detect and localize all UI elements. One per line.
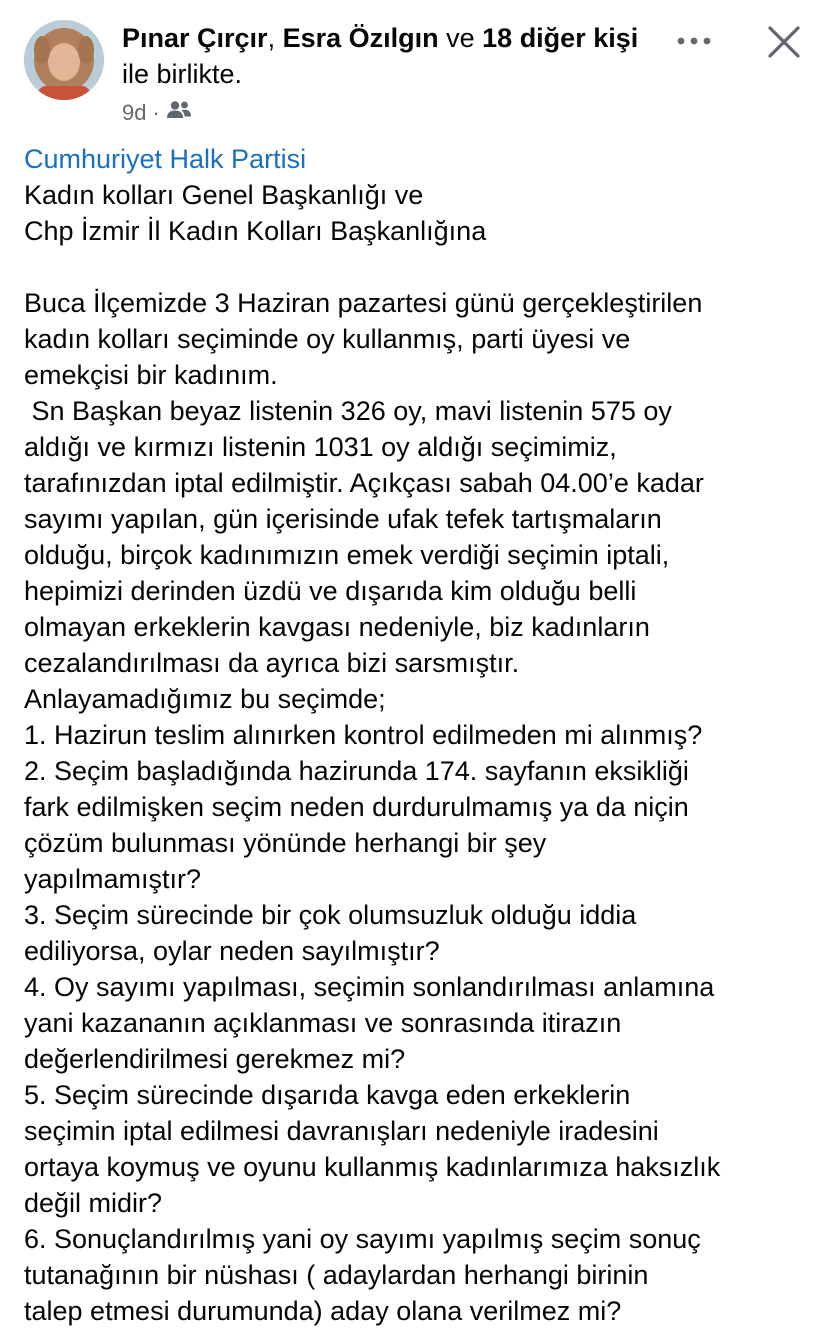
attribution-suffix: ile birlikte. — [122, 59, 243, 89]
author-name-2[interactable]: Esra Özılgın — [282, 23, 439, 53]
post-text-line: seçimin iptal edilmesi davranışları nedeniyle iradesini — [24, 1116, 659, 1146]
post-text-line: tutanağının bir nüshası ( adaylardan herhangi birinin — [24, 1260, 649, 1290]
author-separator: , — [267, 23, 283, 53]
post-text-line: çözüm bulunması yönünde herhangi bir şey — [24, 828, 547, 858]
post-attribution — [122, 20, 662, 92]
post-time[interactable]: 9d — [122, 100, 147, 125]
others-count-link[interactable]: 18 diğer kişi — [482, 23, 639, 53]
post-text-line: cezalandırılması da ayrıca bizi sarsmıştır. — [24, 648, 520, 678]
post-text-line: fark edilmişken seçim neden durdurulmamış ya da niçin — [24, 792, 689, 822]
post-text-line: 1. Hazirun teslim alınırken kontrol edilmeden mi alınmış? — [24, 720, 703, 750]
post-text-line: ortaya koymuş ve oyunu kullanmış kadınlarımıza haksızlık — [24, 1152, 721, 1182]
post-text-line: 3. Seçim sürecinde bir çok olumsuzluk olduğu iddia — [24, 900, 637, 930]
page-mention-link[interactable]: Cumhuriyet Halk Partisi — [24, 144, 307, 174]
author-avatar-image — [24, 20, 104, 100]
post-text-line: Sn Başkan beyaz listenin 326 oy, mavi listenin 575 oy — [24, 396, 672, 426]
post-text-line: yani kazananın açıklanması ve sonrasında itirazın — [24, 1008, 622, 1038]
meta-separator: · — [152, 100, 160, 125]
post-text-line — [24, 249, 814, 285]
post-text-line: 6. Sonuçlandırılmış yani oy sayımı yapılmış seçim sonuç — [24, 1224, 701, 1254]
more-options-icon[interactable] — [672, 26, 716, 56]
post-text-line: ediliyorsa, oylar neden sayılmıştır? — [24, 936, 440, 966]
post-text-line: aldığı ve kırmızı listenin 1031 oy aldığı seçimimiz, — [24, 432, 617, 462]
post-text-line: hepimizi derinden üzdü ve dışarıda kim olduğu belli — [24, 576, 637, 606]
post-text-line: Kadın kolları Genel Başkanlığı ve — [24, 180, 424, 210]
post-meta — [122, 98, 192, 128]
post-text-line: tarafınızdan iptal edilmiştir. Açıkçası sabah 04.00’e kadar — [24, 468, 704, 498]
post-text-line: değerlendirilmesi gerekmez mi? — [24, 1044, 406, 1074]
post-text-line: emekçisi bir kadınım. — [24, 360, 278, 390]
close-icon[interactable] — [762, 22, 806, 62]
post-text-line: Buca İlçemizde 3 Haziran pazartesi günü gerçekleştirilen — [24, 288, 703, 318]
post-text-line: olduğu, birçok kadınımızın emek verdiği seçimin iptali, — [24, 540, 670, 570]
post-body — [24, 141, 814, 1329]
post-text-line: yapılmamıştır? — [24, 864, 202, 894]
post-text-line: olmayan erkeklerin kavgası nedeniyle, biz kadınların — [24, 612, 650, 642]
post-text-line: kadın kolları seçiminde oy kullanmış, parti üyesi ve — [24, 324, 631, 354]
friends-icon[interactable] — [166, 100, 192, 126]
author-avatar[interactable] — [24, 20, 104, 100]
author-name-1[interactable]: Pınar Çırçır — [122, 23, 268, 53]
post-text-line: Chp İzmir İl Kadın Kolları Başkanlığına — [24, 216, 487, 246]
post-text-line: sayımı yapılan, gün içerisinde ufak tefek tartışmaların — [24, 504, 662, 534]
post-text-line: 4. Oy sayımı yapılması, seçimin sonlandırılması anlamına — [24, 972, 715, 1002]
post-text-line: değil midir? — [24, 1188, 163, 1218]
post-text-line: 2. Seçim başladığında hazirunda 174. sayfanın eksikliği — [24, 756, 689, 786]
post-text-line: 5. Seçim sürecinde dışarıda kavga eden erkeklerin — [24, 1080, 631, 1110]
post-header — [0, 0, 828, 140]
post-text-line: talep etmesi durumunda) aday olana verilmez mi? — [24, 1296, 622, 1326]
author-connector: ve — [438, 23, 483, 53]
post-text-line: Anlayamadığımız bu seçimde; — [24, 684, 386, 714]
